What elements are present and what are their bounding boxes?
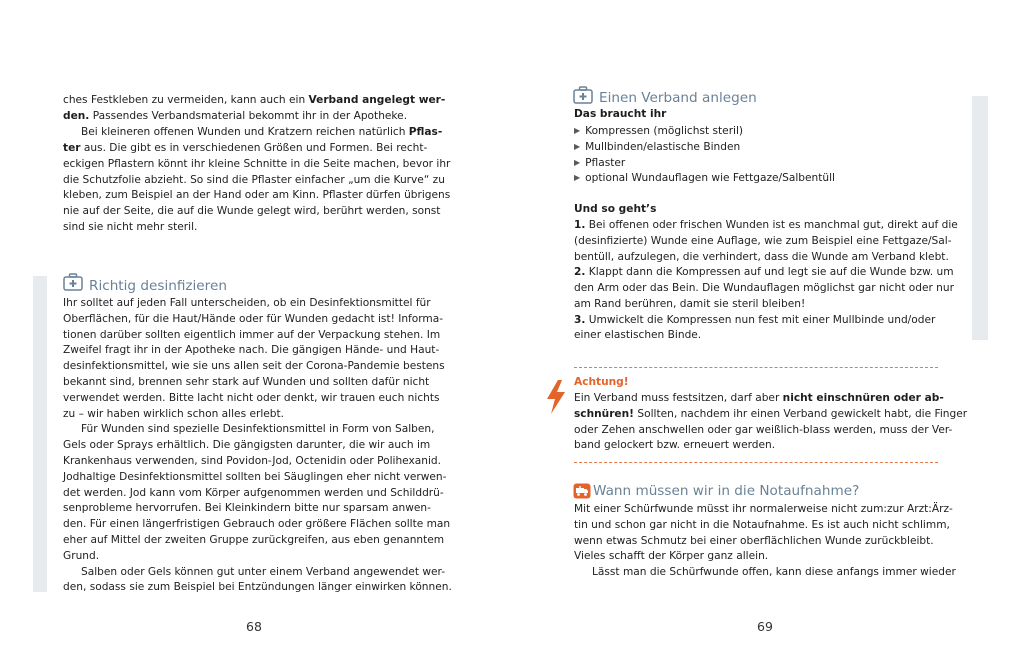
list-item (574, 124, 743, 140)
text-line: desinfektionsmittel, wie sie uns allen seit der Corona-Pandemie bestens (63, 360, 445, 373)
text-line: die Schutzfolie abzieht. So sind die Pflaster einfacher „um die Kurve“ zu (63, 174, 445, 186)
text-line: Salben oder Gels können gut unter einem Verband angewendet wer- (81, 565, 446, 578)
section-heading: Richtig desinfizieren (89, 278, 227, 294)
text-line: Lässt man die Schürfwunde offen, kann diese anfangs immer wieder (592, 566, 956, 579)
text-line: wenn etwas Schmutz bei einer oberflächlichen Wunde zurückbleibt. (574, 534, 934, 547)
bullet-icon: ▶ (574, 173, 581, 183)
step-line: den Arm oder das Bein. Die Wundauflagen möglichst gar nicht oder nur (574, 282, 954, 294)
text-line: Gels oder Sprays erhältlich. Die gängigsten darunter, die wir auch im (63, 439, 431, 452)
list-item-text: optional Wundauflagen wie Fettgaze/Salbentüll (585, 172, 835, 185)
list-item-text: Mullbinden/elastische Binden (585, 140, 741, 153)
text-line: Grund. (63, 549, 100, 562)
text-line: Mit einer Schürfwunde müsst ihr normalerweise nicht zum:zur Arzt:Ärz- (574, 503, 953, 515)
divider (574, 462, 938, 463)
bullet-icon: ▶ (574, 157, 581, 167)
text-line: ter aus. Die gibt es in verschiedenen Größen und Formen. Bei recht- (63, 142, 428, 154)
text-line: sind sie nicht mehr steril. (63, 221, 198, 233)
step-line: (desinfizierte) Wunde eine Auflage, wie zum Beispiel eine Fettgaze/Sal- (574, 235, 952, 247)
page-number: 69 (757, 619, 773, 634)
text-line: Bei kleineren offenen Wunden und Kratzern reichen natürlich Pflas- (81, 126, 443, 138)
text-line: den. Für einen längerfristigen Gebrauch oder größere Flächen sollte man (63, 518, 451, 531)
section-heading: Wann müssen wir in die Notaufnahme? (593, 483, 860, 499)
step-line: 2. Klappt dann die Kompressen auf und legt sie auf die Wunde bzw. um (574, 266, 954, 278)
list-item (574, 171, 835, 187)
text-line: Oberflächen, für die Haut/Hände oder für Wunden gedacht ist! Informa- (63, 312, 444, 325)
lightning-icon (545, 379, 567, 415)
text-line: zu – wir haben wirklich schon alles erlebt. (63, 407, 285, 420)
warning-line: Ein Verband muss festsitzen, darf aber nicht einschnüren oder ab- (574, 392, 944, 404)
step-line: bentüll, aufzulegen, die verhindert, dass die Wunde am Verband klebt. (574, 251, 949, 263)
text-line: verwendet werden. Bitte lacht nicht oder denkt, wir trauen euch nichts (63, 391, 440, 404)
step-line: 3. Umwickelt die Kompressen nun fest mit einer Mullbinde und/oder (574, 314, 936, 326)
subheading: Und so geht’s (574, 203, 657, 215)
bullet-icon: ▶ (574, 141, 581, 151)
ambulance-icon (573, 483, 591, 499)
list-item-text: Kompressen (möglichst steril) (585, 125, 744, 137)
text-line: det werden. Jod kann vom Körper aufgenommen werden und Schilddrü- (63, 486, 444, 499)
text-line: tionen darüber sollten eigentlich immer auf der Verpackung stehen. Im (63, 328, 441, 341)
text-line: den, sodass sie zum Beispiel bei Entzündungen länger einwirken können. (63, 581, 452, 594)
bullet-icon: ▶ (574, 126, 581, 135)
step-line: einer elastischen Binde. (574, 329, 702, 341)
text-line: Jodhaltige Desinfektionsmittel sollten bei Säuglingen eher nicht verwen- (63, 470, 447, 483)
list-item-text: Pflaster (585, 156, 626, 169)
text-line: Krankenhaus verwenden, sind Povidon-Jod, Octenidin oder Polihexanid. (63, 455, 442, 467)
text-line: Vieles schafft der Körper ganz allein. (574, 550, 769, 563)
warning-line: schnüren! Sollten, nachdem ihr einen Verband gewickelt habt, die Finger (574, 408, 968, 420)
text-line: den. Passendes Verbandsmaterial bekommt ihr in der Apotheke. (63, 110, 408, 122)
first-aid-kit-icon (63, 273, 83, 291)
text-line: eher auf Mittel der zweiten Gruppe zurückgreifen, aus eben genanntem (63, 534, 445, 546)
step-line: am Rand berühren, damit sie steril bleiben! (574, 298, 806, 310)
sidebar-bar-right (972, 96, 988, 340)
text-line: Für Wunden sind spezielle Desinfektionsmittel in Form von Salben, (81, 423, 435, 436)
text-line: Ihr solltet auf jeden Fall unterscheiden, ob ein Desinfektionsmittel für (63, 297, 431, 309)
text-line: ches Festkleben zu vermeiden, kann auch ein Verband angelegt wer- (63, 94, 446, 106)
list-item (574, 156, 625, 172)
warning-title: Achtung! (574, 376, 629, 388)
text-line: kleben, zum Beispiel an der Hand oder am Kinn. Pflaster dürfen übrigens (63, 189, 451, 201)
section-heading: Einen Verband anlegen (599, 90, 757, 106)
subheading: Das braucht ihr (574, 108, 667, 120)
warning-line: oder Zehen anschwellen oder gar weißlich-blass werden, muss der Ver- (574, 424, 953, 436)
text-line: senprobleme hervorrufen. Bei Kleinkindern bitte nur sparsam anwen- (63, 502, 431, 515)
text-line: tin und schon gar nicht in die Notaufnahme. Es ist auch nicht schlimm, (574, 518, 950, 531)
list-item (574, 140, 740, 156)
sidebar-bar-left (33, 276, 47, 592)
text-line: Zweifel fragt ihr in der Apotheke nach. Die gängigen Hände- und Haut- (63, 344, 440, 357)
text-line: eckigen Pflastern könnt ihr kleine Schnitte in die Seite machen, bevor ihr (63, 158, 451, 170)
text-line: bekannt sind, brennen sehr stark auf Wunden und sollten dafür nicht (63, 376, 430, 388)
warning-line: band gelockert bzw. erneuert werden. (574, 439, 776, 451)
first-aid-kit-icon (573, 86, 593, 104)
page-number: 68 (246, 619, 262, 634)
divider (574, 367, 938, 368)
step-line: 1. Bei offenen oder frischen Wunden ist es manchmal gut, direkt auf die (574, 219, 958, 231)
text-line: nie auf der Seite, die auf die Wunde gelegt wird, berührt werden, sonst (63, 205, 441, 217)
